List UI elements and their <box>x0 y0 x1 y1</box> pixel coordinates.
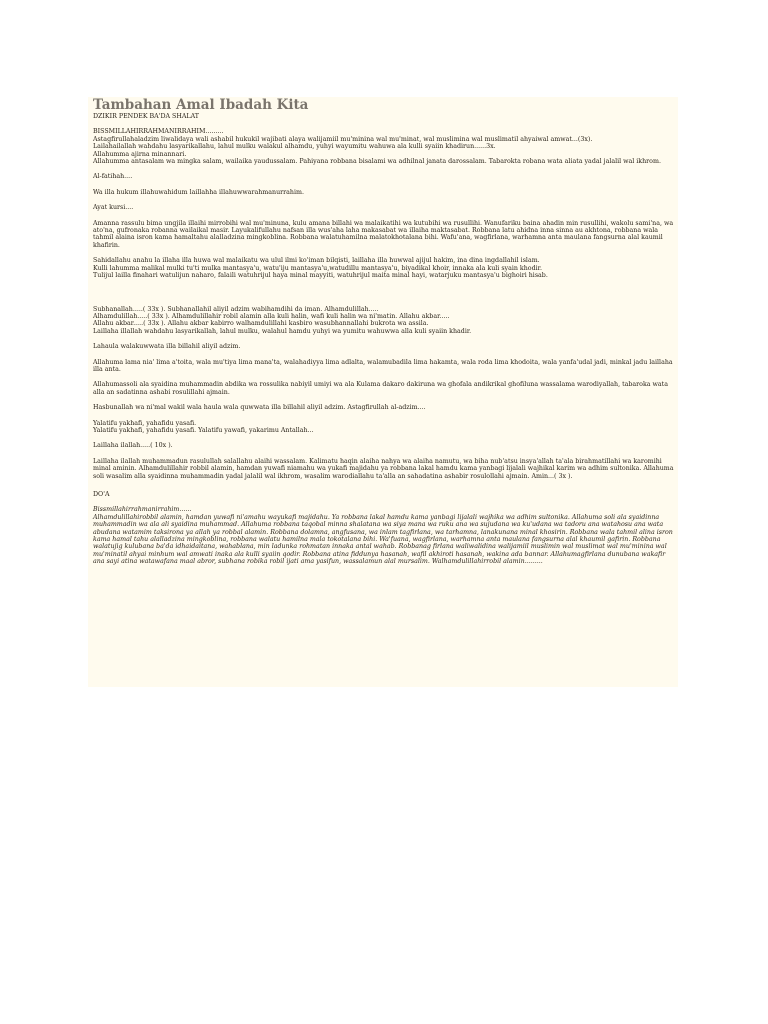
paragraph <box>93 359 674 374</box>
text-line: Lahaula walakuwwata illa billahil aliyil adzim. <box>93 343 241 351</box>
paragraph <box>93 306 674 336</box>
text-line: Allahumma antasalam wa mingka salam, wailaika yaudussalam. Pahiyana robbana bisalami wa adhilnal janata darossalam. Tabarokta robana wata aliata yadal jalalil wal ikhrom. <box>93 158 661 166</box>
paragraph <box>93 128 674 165</box>
paragraph <box>93 189 674 196</box>
spacer <box>93 288 674 306</box>
text-line: Tulijul lailla finahari watulijun naharo, falaili watuhrijul haya minal mayyiti, watuhrijul maita minal hayi, watarjuku mantasya'u bighoiri hisab. <box>93 272 548 280</box>
paragraph <box>93 404 674 411</box>
paragraph <box>93 204 674 211</box>
dzikir-section-1 <box>93 128 674 279</box>
text-line: Ayat kursi.... <box>93 204 134 212</box>
text-line: Sahidallahu anahu la illaha illa huwa wal malaikatu wa ulul ilmi ko'iman bilqisti, laillaha illa huwwal ajijul hakim, ina dina ingdallahil islam. <box>93 257 540 265</box>
text-line: Hasbunallah wa ni'mal wakil wala haula wala quwwata illa billahil aliyil adzim. Astagfirullah al-adzim.... <box>93 404 426 412</box>
paragraph <box>93 458 674 480</box>
dzikir-section-2 <box>93 306 674 481</box>
text-line: Alhamdulillah.....( 33x ). Alhamdulillahir robil alamin alla kuli halin, wafi kuli halin wa ni'matin. Allahu akbar..... <box>93 312 450 320</box>
text-line: Allahuma lama nia' lima a'toita, wala mu'tiya lima mana'ta, walahadiyya lima adlalta, walamubadila lima hakamta, wala roda lima khodoita, wala yanfa'udal jadi, minkal jadu laillaha illa anta. <box>93 358 673 373</box>
text-line: Wa illa hukum illahuwahidum laillahha illahuwwarahmanurrahim. <box>93 188 304 196</box>
page-title: Tambahan Amal Ibadah Kita <box>93 97 309 113</box>
page-subtitle: DZIKIR PENDEK BA'DA SHALAT <box>93 113 199 120</box>
paragraph <box>93 257 674 279</box>
doa-paragraph <box>93 506 674 565</box>
text-line: Subhanallah.....( 33x ). Subhanallahil aliyil adzim wabihamdihi da iman. Alhamdulillah..... <box>93 305 379 313</box>
text-line: Allahu akbar.....( 33x ). Allahu akbar kabirro walhamdulillahi kasbiro wasubhannallahi bukrota wa assila. <box>93 320 429 328</box>
paragraph <box>93 173 674 180</box>
paragraph <box>93 420 674 435</box>
text-line: Laillaha ilallah muhammadun rasulullah salallahu alaihi wassalam. Kalimatu haqin alaiha nahya wa alaiha namutu, wa biha nub'atsu insya'allah ta'ala birahmatillahi wa karomihi minal aminin. Alhamdulillahir robbil alamin, hamdan yuwafi niamahu wa yukafi majidahu ya robbana lakal hamdu kama yanbagi lijalali wajhikal karim wa adhim sultonika. Allahuma soli wasalim alla syaidinna muhammadin yadal jalalil wal ikhrom, wasalim warodiallahu ta'alla an sahadatina ashabir rosulollahi ajmain. Amin...( 3x ). <box>93 457 674 480</box>
text-line: Kulli lahumma malikal mulki tu'ti mulka mantasya'u, watu'iju mantasya'u,watudillu mantasya'u, biyadikal khoir, innaka ala kuli syain khodir. <box>93 264 542 272</box>
text-line: Amanna rassulu bima ungjila illaihi mirrobihi wal mu'minuna, kulu amana billahi wa malaikatihi wa kutubihi wa rusullihi. Wanufariku baina ahadin min rusullihi, wakolu sami'na, wa ato'na, gufronaka robanna wailaikal masir. Layukalifullahu nafsan illa wus'aha laha makasabat wa illaiha maktasabat. Robbana latu ahidna inna sinna au akhtona, robbana wala tahmil alaina isron kama hamaltahu alalladzina mingkoblina. Robbana walatuhamilna malatokhotalana bihi. Wafu'ana, wagfirlana, warhamna anta maulana fangsurna alal kaumil khafirin. <box>93 219 674 249</box>
doa-heading: DO'A <box>93 491 110 498</box>
text-line: Yalatifu yakhafi, yahafidu yasafi. <box>93 419 197 427</box>
text-line: Al-fatihah.... <box>93 173 133 181</box>
text-line: Allahumma ajirna minannari. <box>93 150 187 158</box>
paragraph <box>93 220 674 250</box>
text-line: Astagfirullahaladzim liwalidaya wali ashabil hukukil wajibati alaya walijamiil mu'minina wal mu'minat, wal muslimina wal muslimatil ahyaiwal amwat...(3x). <box>93 135 593 143</box>
paragraph <box>93 381 674 396</box>
doa-line: Bissmillahirrahmanirrahim...... <box>93 506 192 514</box>
doa-line: Alhamdulillahirobbil alamin, hamdan yuwafi ni'amahu wayukafi majidahu. Ya robbana lakal hamdu kama yanbagi lijalali wajhika wa adhim sultonika. Allahuma soli ala syaidinna muhammadin wa ala ali syaidina muhammad. Allahuma robbana taqobal minna shalatana wa siya mana wa ruku ana wa sujudana wa ku'udana wa tadoru ana watahosu ana wata abudana watamim taksirona ya allah ya robbal alamin. Robbana dolamna, angfusana, wa inlam tagfirlana, wa tarhamna, lanakunana minal khosirin. Robbana wala tahmil alina isron kama hamal tahu alalladzina mingkoblina, robbana walatu hamilna mala tokotalana bihi. Wa'fuana, wagfirlana, warhamna anta maulana fangsurna alal khaumil gafirin. Robbana walatujig kulubana ba'da idhaidaitana, wahablana, min ladunka rohmatan innaka antal wahab. Robbanag firlana waliwalidina walijamiil muslimin wal muslimat wal mu'minina wal mu'minatil ahyai minhum wal amwati inaka ala kulli syaiin qodir. Robbana atina fiddunya hasanah, wafil akhiroti hasanah, wakina ada bannar. Allahumagfirlana dunubana wakafir ana sayi atina watawafana maal abror, subhana robika robil ijati ama yasifun, wassalamun alal mursalim. Walhamdulillahirrobil alamin......... <box>93 513 673 566</box>
text-line: Laillaha illallah wahdahu lasyarikallah, lahul mulku, walahul hamdu yuhyi wa yumitu wahuwwa alla kuli syaiin khadir. <box>93 327 472 335</box>
document-page <box>88 97 678 687</box>
text-line: Lailahailallah wahdahu lasyarikallahu, lahul mulku walakul alhamdu, yuhyi wayumitu wahuwa ala kulli syaiin khadirun......3x. <box>93 143 496 151</box>
text-line: BISSMILLAHIRRAHMANIRRAHIM......... <box>93 128 224 136</box>
text-line: Allahumassoli ala syaidina muhammadin abdika wa rossulika nabiyil umiyi wa ala Kulama dakaro dakiruna wa ghofala andikrikal ghofiluna wassalama warodiyallah, tabaroka wata alla an sadatinna ashabi rosulillahi ajmain. <box>93 381 668 396</box>
text-line: Laillaha ilallah.....( 10x ). <box>93 442 173 450</box>
text-line: Yalatifu yakhafi, yahafidu yasafi. Yalatifu yawafi, yakarimu Antallah... <box>93 426 314 434</box>
paragraph <box>93 343 674 350</box>
paragraph <box>93 442 674 449</box>
